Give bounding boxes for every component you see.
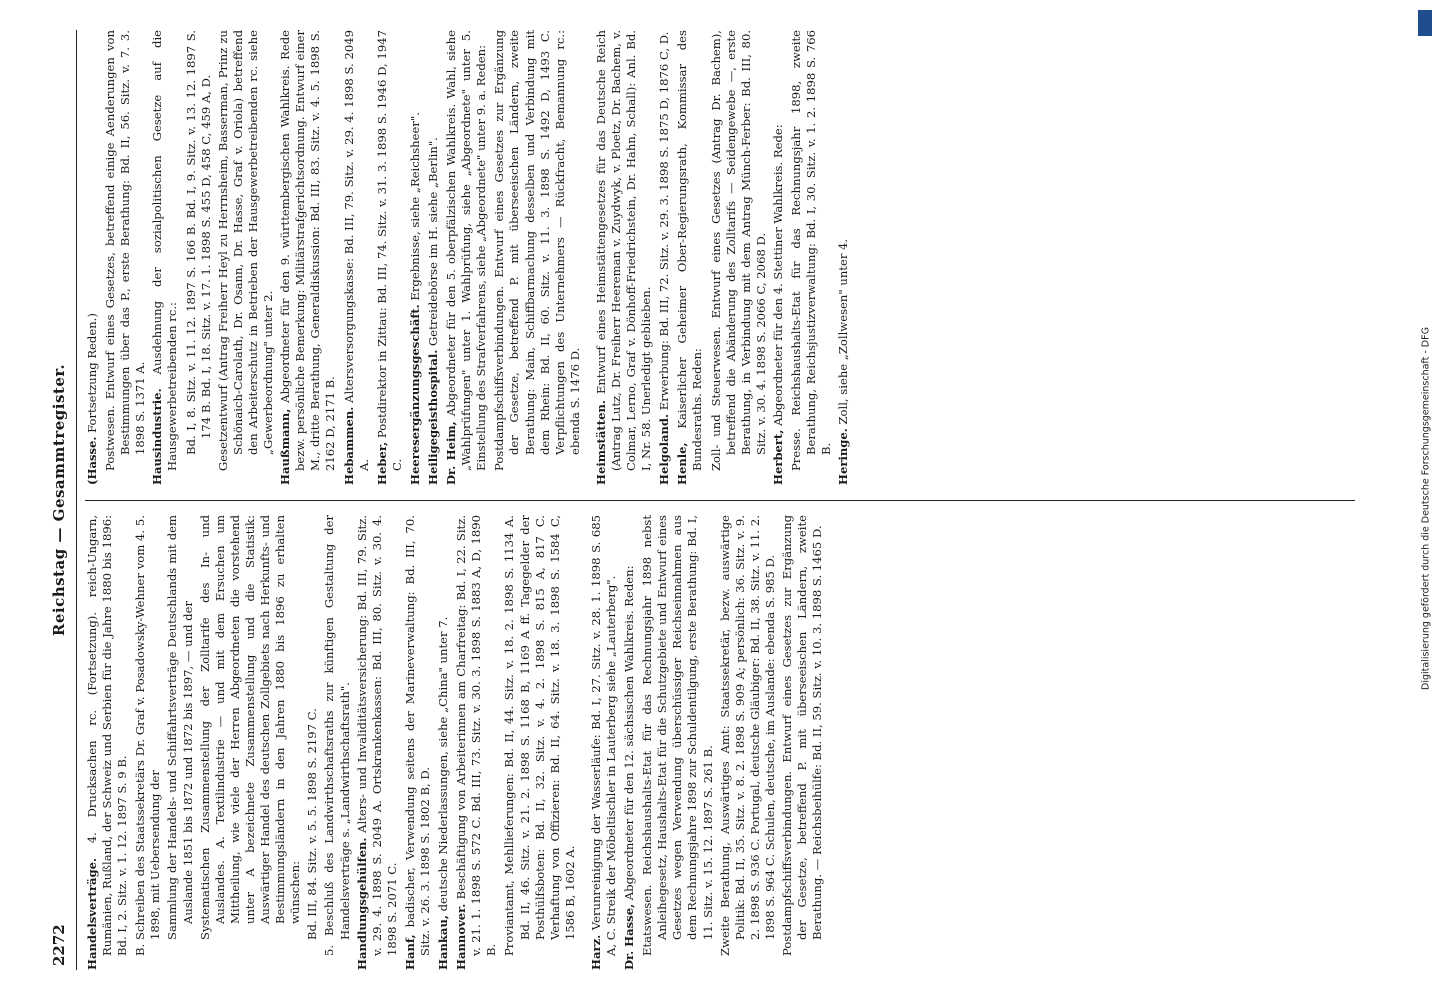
entry-text: Ergebnisse, siehe „Reichsheer". (407, 112, 422, 301)
index-subentry (789, 30, 834, 485)
entry-headword: Handlungsgehülfen. (354, 837, 369, 970)
entry-headword: Hankau, (436, 915, 451, 970)
index-entry (85, 30, 100, 485)
entry-headword: Hebammen. (341, 406, 356, 485)
index-entry (278, 30, 338, 485)
entry-text: Zoll- und Steuerwesen. Entwurf eines Gesetzes (Antrag Dr. Bachem), betreffend die Abänderung des Zolltarifs — Seidengewebe —, erste Berathung, in Verbindung mit dem Antrag Münch-Ferber: Bd. III, 80. Sitz. v. 30. 4. 1898 S. 2066 C, 2068 D. (708, 30, 768, 471)
entry-text: Zoll, siehe „Zollwesen" unter 4. (836, 238, 851, 425)
index-entry (454, 515, 499, 970)
entry-headword: Heringe. (836, 428, 851, 485)
index-entry (836, 30, 851, 485)
index-subentry (502, 515, 577, 970)
digitization-credit-text: Digitalisierung gefördert durch die Deutsche Forschungsgemeinschaft - DFG (1420, 327, 1432, 690)
index-entry (408, 30, 423, 485)
dfg-logo (1418, 10, 1432, 36)
entry-text: Systematischen Zusammenstellung der Zolltarife des In- und Auslandes. A. Textilindustrie — und mit dem Ersuchen um Mittheilung, wie viele der Herren Abgeordneten die vorstehend unter A bezeichnete Zusammenstellung und die Statistik: Auswärtiger Handel des deutschen Zollgebiets nach Herkunfts- und Bestimmungsländern in den Jahren 1880 bis 1896 zu erhalten wünschen: (197, 515, 303, 940)
entry-text: Ausdehnung der sozialpolitischen Gesetze auf die Hausgewerbetreibenden rc.: (150, 30, 180, 471)
index-entry (589, 515, 619, 970)
entry-text: deutsche Niederlassungen, siehe „China" unter 7. (436, 616, 451, 912)
index-entry (403, 515, 433, 970)
index-subentry (198, 515, 304, 970)
index-subentry (165, 515, 195, 970)
index-entry (375, 30, 405, 485)
entry-headword: (Hasse. (85, 436, 99, 485)
register-page (30, 10, 1370, 990)
entry-text: Abgeordneter für den 9. württembergischen Wahlkreis. Rede bezw. persönliche Bemerkung: Militärstrafgerichtsordnung. Entwurf einer M., dritte Berathung, Generaldiskussion: Bd. III, 83. Sitz. v. 4. 5. 1898 S. 2162 D, 2171 B. (278, 30, 338, 471)
entry-headword: Hausindustrie. (150, 388, 165, 485)
entry-text: 4. Drucksachen rc. (Fortsetzung). reich-Ungarn, Rumänien, Rußland, der Schweiz und Serbien für die Jahre 1880 bis 1896: Bd. I, 2. Sitz. v. 1. 12. 1897 S. 9 B. (85, 515, 130, 956)
entry-text: Fortsetzung Reden.) (85, 313, 99, 433)
two-column-body (85, 30, 1355, 970)
index-entry (85, 515, 130, 970)
entry-text: Bd. III, 84. Sitz. v. 5. 5. 1898 S. 2197 C. (305, 708, 320, 940)
entry-text: Beschäftigung von Arbeiterinnen am Charfreitag: Bd. I, 22. Sitz. v. 21. 1. 1898 S. 572 C. Bd. III, 73. Sitz. v. 30. 3. 1898 S. 1883 A, D, 1890 B. (454, 515, 499, 956)
entry-text: Kaiserlicher Geheimer Ober-Regierungsrath, Kommissar des Bundesraths. Reden: (675, 30, 705, 471)
index-entry (657, 30, 672, 485)
entry-headword: Heber, (374, 441, 389, 485)
index-subentry (322, 515, 352, 970)
left-column (85, 515, 1355, 970)
entry-headword: Helgoland. (657, 413, 672, 485)
index-entry (342, 30, 372, 485)
entry-spacer (580, 515, 589, 970)
entry-text: Abgeordneter für den 12. sächsischen Wahlkreis. Reden: (622, 565, 637, 901)
entry-headword: Heiligegeisthospital. (425, 349, 440, 485)
entry-text: Sammlung der Handels- und Schiffahrtsverträge Deutschlands mit dem Auslande 1851 bis 1872 und 1872 bis 1897, — und der (165, 515, 195, 940)
entry-headword: Hanf, (402, 934, 417, 970)
entry-text: B. Schreiben des Staatssekretärs Dr. Graf v. Posadowsky-Wehner vom 4. 5. 1898, mit Uebersendung der (133, 515, 163, 956)
entry-text: Altersversorgungskasse: Bd. III, 79. Sitz. v. 29. 4. 1898 S. 2049 A. (341, 30, 371, 471)
index-entry (426, 30, 441, 485)
index-subentry (780, 515, 825, 970)
entry-text: Entwurf eines Heimstättengesetzes für das Deutsche Reich (Antrag Lutz, Dr. Freiherr Heereman v. Zuydwyk, v. Ploetz, Dr. Bachem, v. Colmar, Lerno, Graf v. Dönhoff-Friedrichstein, Dr. Hahn, Schall): Anl. Bd. I, Nr. 58. Unerledigt geblieben. (593, 30, 654, 471)
entry-text: Abgeordneter für den 5. oberpfälzischen Wahlkreis. Wahl, siehe „Wahlprüfungen" unter 1. Wahlprüfung, siehe „Abgeordnete" unter 5. Einstellung des Strafverfahrens, siehe „Abgeordnete" unter 9. a. Reden: (444, 30, 489, 471)
entry-text: Alters- und Invaliditätsversicherung: Bd. III, 79. Sitz. v. 29. 4. 1898 S. 2049 A. Ortskrankenkassen: Bd. III, 80. Sitz. v. 30. 4. 1898 S. 2071 C. (354, 515, 399, 956)
entry-text: Postdampfschiffsverbindungen. Entwurf eines Gesetzes zur Ergänzung der Gesetze, betreffend P. mit überseeischen Ländern, zweite Berathung. — Reichsbeihülfe: Bd. II, 59. Sitz. v. 10. 3. 1898 S. 1465 D. (780, 515, 825, 956)
entry-text: Proviantamt, Mehllieferungen: Bd. II, 44. Sitz. v. 18. 2. 1898 S. 1134 A. Bd. II, 46. Sitz. v. 21. 2. 1898 S. 1168 B, 1169 A ff. Tagegelder der Posthülfsboten: Bd. II, 32. Sitz. v. 4. 2. 1898 S. 815 A, 817 C. Verhaftung von Offizieren: Bd. II, 64. Sitz. v. 18. 3. 1898 S. 1584 C, 1586 B, 1602 A. (502, 515, 577, 956)
entry-text: Zweite Berathung, Auswärtiges Amt: Staatssekretär, bezw. auswärtige Politik: Bd. II, 35. Sitz. v. 8. 2. 1898 S. 909 A; persönlich: 36. Sitz. v. 9. 2. 1898 S. 936 C. Portugal, deutsche Gläubiger: Bd. II, 38. Sitz. v. 11. 2. 1898 S. 964 C. Schulen, deutsche, im Auslande: ebenda S. 985 D. (717, 515, 777, 956)
entry-text: Bd. I, 8. Sitz. v. 11. 12. 1897 S. 166 B. Bd. I, 9. Sitz. v. 13. 12. 1897 S. 174 B. Bd. I, 18. Sitz. v. 17. 1. 1898 S. 455 D, 458 C, 459 A, D. (183, 30, 213, 455)
entry-text: Postdirektor in Zittau: Bd. III, 74. Sitz. v. 31. 3. 1898 S. 1946 D, 1947 C. (374, 30, 404, 471)
entry-headword: Heeresergänzungsgeschäft. (407, 304, 422, 485)
entry-headword: Dr. Hasse, (622, 903, 637, 970)
entry-headword: Henle, (675, 442, 690, 485)
entry-headword: Herbert, (770, 429, 785, 485)
index-subentry (492, 30, 583, 485)
entry-spacer (585, 30, 594, 485)
entry-text: Etatswesen. Reichshaushalts-Etat für das Rechnungsjahr 1898 nebst Anleihegesetz, Haushalts-Etat für die Schutzgebiete und Entwurf eines Gesetzes wegen Verwendung überschüssiger Reichseinnahmen aus dem Rechnungsjahre 1898 zur Schuldentilgung, erste Berathung: Bd. I, 11. Sitz. v. 15. 12. 1897 S. 261 B. (640, 515, 715, 956)
entry-text: 5. Beschluß des Landwirthschaftsraths zur künftigen Gestaltung der Handelsverträge s. „Landwirthschaftsrath". (322, 515, 352, 956)
index-subentry (184, 30, 214, 485)
index-entry (436, 515, 451, 970)
index-subentry (216, 30, 276, 485)
entry-text: Presse. Reichshaushalts-Etat für das Rechnungsjahr 1898, zweite Berathung, Reichsjustizverwaltung: Bd. I, 30. Sitz. v. 1. 2. 1898 S. 766 B. (789, 30, 834, 471)
entry-headword: Haußmann, (278, 408, 293, 485)
entry-headword: Dr. Heim, (444, 421, 459, 485)
index-entry (444, 30, 489, 485)
index-entry (150, 30, 180, 485)
entry-text: Erwerbung: Bd. III, 72. Sitz. v. 29. 3. 1898 S. 1875 D, 1876 C, D. (657, 31, 672, 411)
entry-headword: Heimstätten. (593, 400, 608, 485)
index-subentry (305, 515, 320, 970)
index-subentry (133, 515, 163, 970)
entry-text: Verunreinigung der Wasserläufe: Bd. I, 27. Sitz. v. 28. 1. 1898 S. 685 A, C. Streik der Möbeltischler in Lauterberg siehe „Lauterberg". (588, 515, 618, 956)
index-entry (675, 30, 705, 485)
entry-text: Gesetzentwurf (Antrag Freiherr Heyl zu Herrnsheim, Basserman, Prinz zu Schönaich-Carolath, Dr. Osann, Dr. Hasse, Graf v. Oriola) betreffend den Arbeiterschutz in Betrieben der Hausgewerbetreibenden rc. siehe „Gewerbeordnung" unter 2. (215, 30, 276, 471)
entry-text: Abgeordneter für den 4. Stettiner Wahlkreis. Rede: (770, 124, 785, 426)
entry-text: Getreidebörse im H. siehe „Berlin". (425, 137, 440, 346)
entry-headword: Hannover. (454, 903, 469, 970)
right-column (85, 30, 1355, 485)
index-entry (355, 515, 400, 970)
entry-headword: Harz. (588, 934, 603, 970)
index-entry (622, 515, 637, 970)
index-subentry (640, 515, 715, 970)
entry-headword: Handelsverträge. (85, 857, 99, 970)
index-subentry (709, 30, 769, 485)
running-title: Reichstag — Gesammtregister. (50, 363, 68, 637)
index-entry (594, 30, 654, 485)
column-divider (85, 500, 1355, 501)
index-subentry (718, 515, 778, 970)
entry-text: Postwesen. Entwurf eines Gesetzes, betreffend einige Aenderungen von Bestimmungen über das P., erste Berathung: Bd. II, 56. Sitz. v. 7. 3. 1898 S. 1371 A. (103, 30, 148, 471)
index-subentry (103, 30, 148, 485)
running-head (38, 30, 77, 970)
index-entry (771, 30, 786, 485)
entry-text: Postdampfschiffsverbindungen. Entwurf eines Gesetzes zur Ergänzung der Gesetze, betreffend P. mit überseeischen Ländern, zweite Berathung: Main, Schiffbarmachung desselben und Verbindung mit dem Rhein: Bd. II, 60. Sitz. v. 11. 3. 1898 S. 1492 D, 1493 C. Verpflichtungen des Unternehmers — Rückfracht, Bemannung rc.: ebenda S. 1476 D. (492, 30, 582, 471)
page-number: 2272 (50, 924, 68, 966)
entry-text: badischer, Verwendung seitens der Marineverwaltung: Bd. III, 70. Sitz. v. 26. 3. 1898 S. 1802 B, D. (402, 515, 432, 956)
